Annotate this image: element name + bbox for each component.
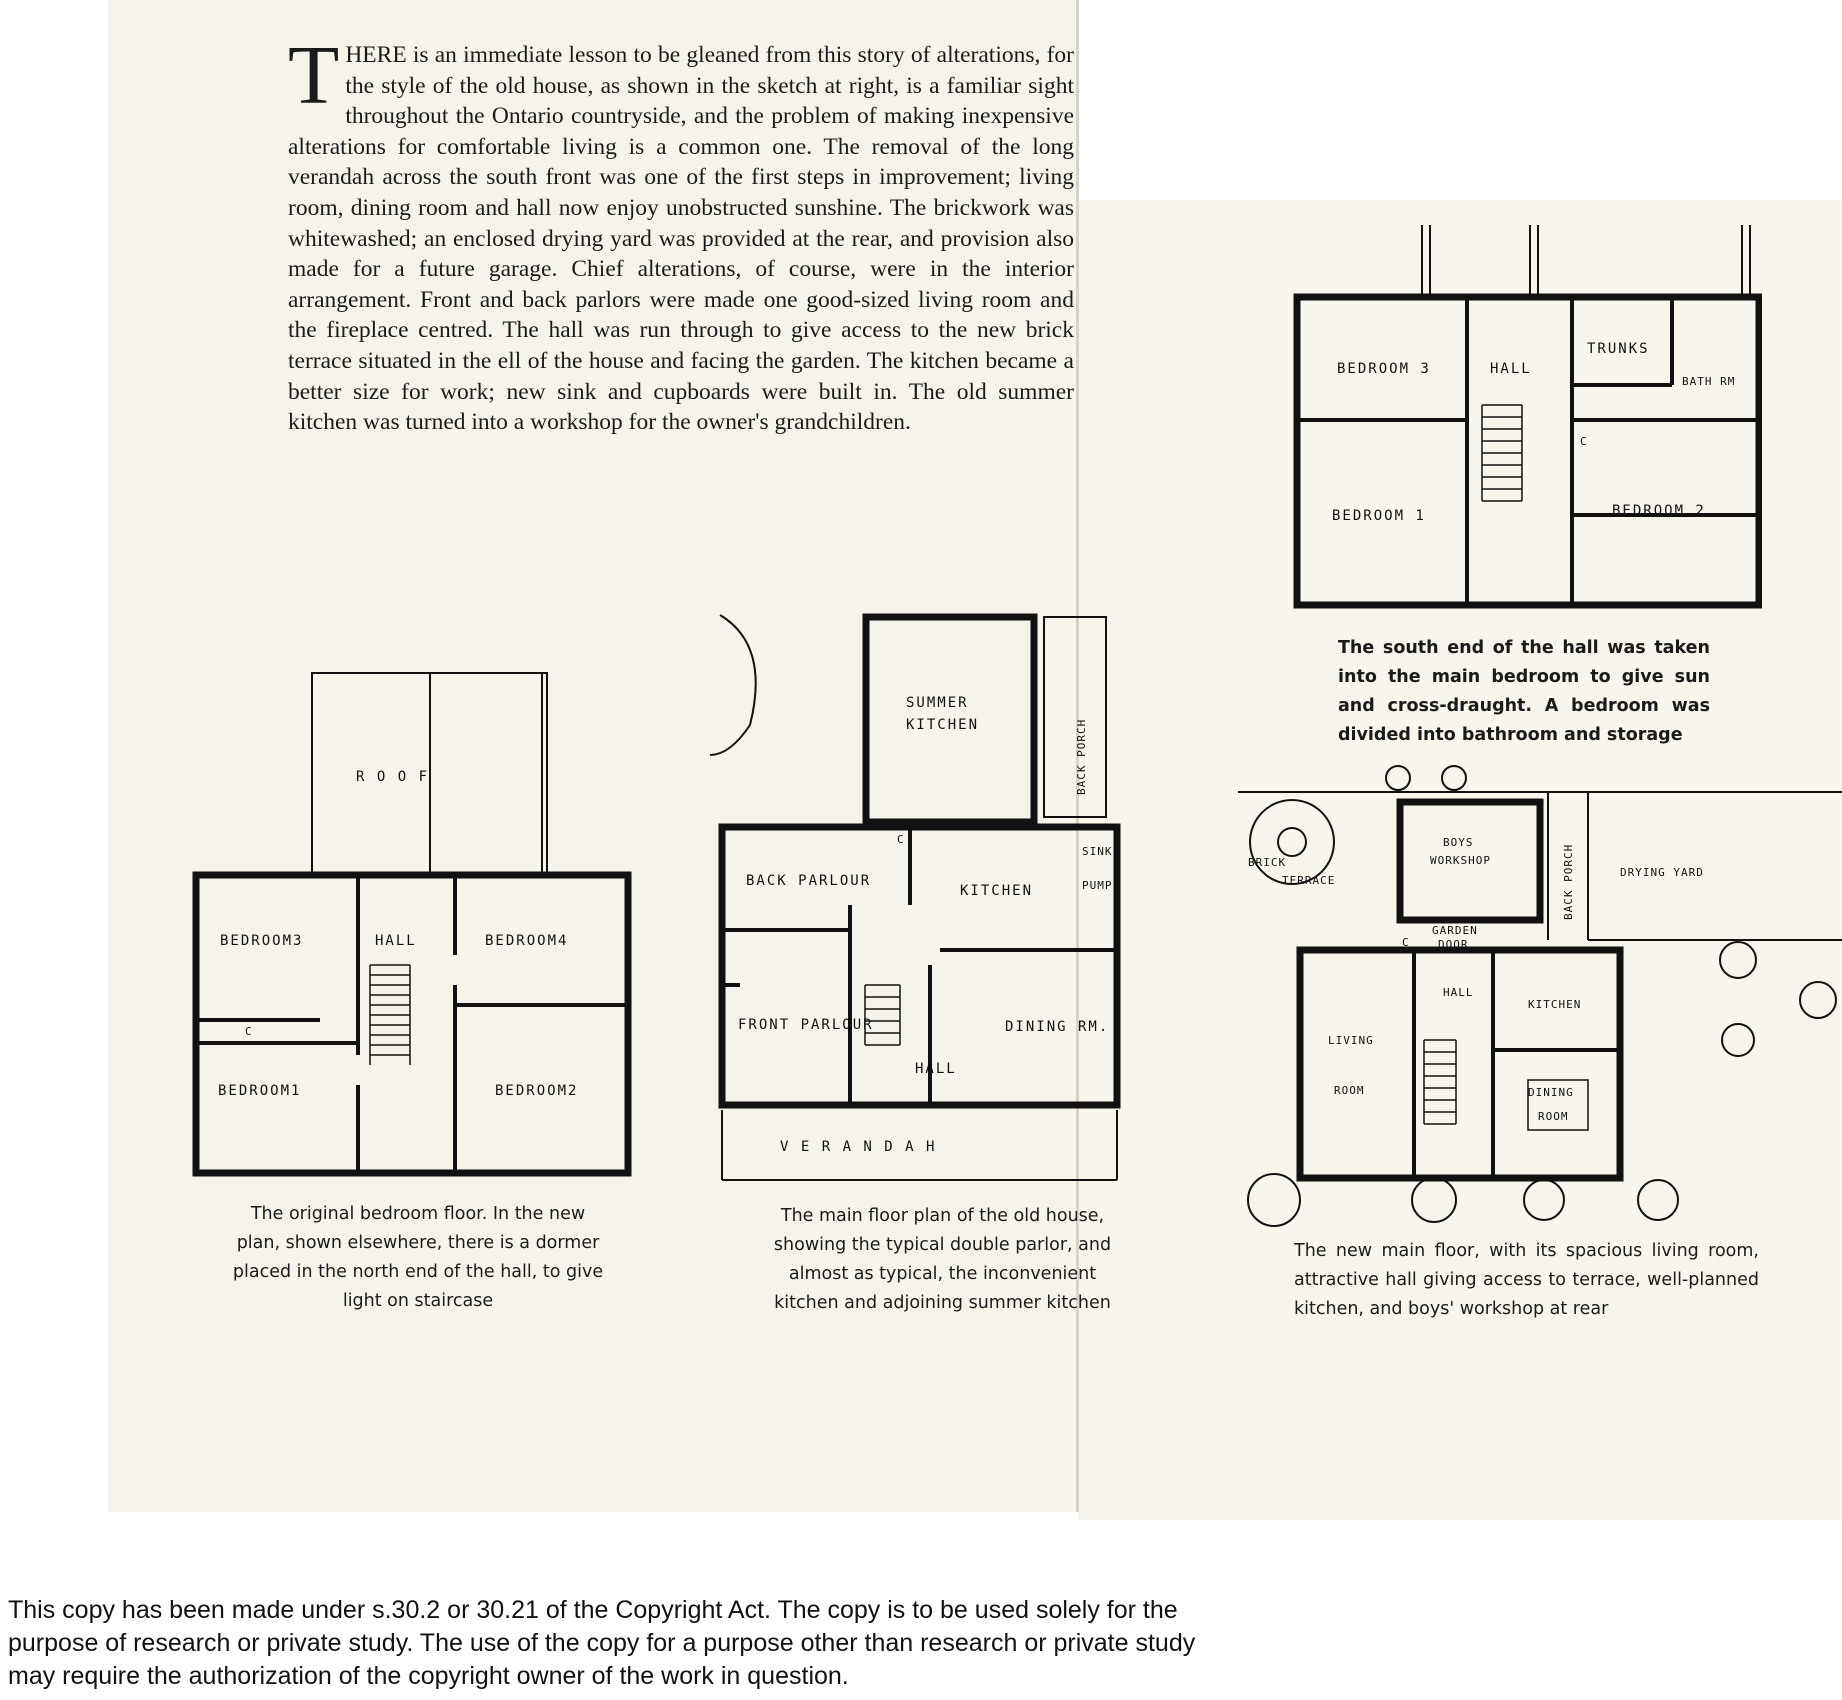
bedroom3-label: BEDROOM 3 bbox=[1337, 361, 1431, 377]
bedroom1-label: BEDROOM 1 bbox=[1332, 508, 1426, 524]
bedroom1-label: BEDROOM1 bbox=[218, 1083, 302, 1099]
bedroom2-label: BEDROOM2 bbox=[495, 1083, 579, 1099]
garden-label-1: GARDEN bbox=[1432, 924, 1478, 937]
front-parlour-label: FRONT PARLOUR bbox=[738, 1017, 874, 1033]
roof-label: R O O F bbox=[356, 769, 430, 785]
bedroom3-label: BEDROOM3 bbox=[220, 933, 304, 949]
plan-new-bedroom-floor bbox=[1282, 225, 1762, 625]
pump-label: PUMP bbox=[1082, 879, 1113, 892]
summer-label-1: SUMMER bbox=[906, 695, 969, 711]
plan-new-main-floor bbox=[1238, 760, 1842, 1240]
bedroom4-label: BEDROOM4 bbox=[485, 933, 569, 949]
boys-label-1: BOYS bbox=[1443, 836, 1474, 849]
dining-label: DINING RM. bbox=[1005, 1019, 1110, 1035]
summer-label-2: KITCHEN bbox=[906, 717, 980, 733]
dining-label-2: ROOM bbox=[1538, 1110, 1569, 1123]
bath-label: BATH RM bbox=[1682, 375, 1736, 388]
verandah-label: V E R A N D A H bbox=[780, 1139, 937, 1155]
back-parlour-label: BACK PARLOUR bbox=[746, 873, 872, 889]
boys-label-2: WORKSHOP bbox=[1430, 854, 1491, 867]
hall-label: HALL bbox=[1490, 361, 1532, 377]
closet-label: C bbox=[1402, 936, 1410, 949]
brick-label: BRICK bbox=[1248, 856, 1287, 869]
closet-label: C bbox=[245, 1025, 253, 1038]
garden-label-2: DOOR bbox=[1438, 938, 1469, 951]
intro-paragraph bbox=[288, 29, 1074, 438]
living-label-2: ROOM bbox=[1334, 1084, 1365, 1097]
caption-original-bedroom: The original bedroom floor. In the new plan, shown elsewhere, there is a dormer placed in the north end of the hall, to give light on staircase bbox=[232, 1204, 604, 1311]
plan-old-main-floor bbox=[710, 605, 1130, 1185]
drop-cap: T bbox=[288, 29, 340, 122]
drying-yard-label: DRYING YARD bbox=[1620, 866, 1704, 879]
hall-label: HALL bbox=[1443, 986, 1474, 999]
closet-label: C bbox=[1580, 435, 1588, 448]
living-label-1: LIVING bbox=[1328, 1034, 1374, 1047]
dining-label-1: DINING bbox=[1528, 1086, 1574, 1099]
hall-label: HALL bbox=[915, 1061, 957, 1077]
plan-original-bedroom-floor bbox=[190, 665, 640, 1185]
hall-label: HALL bbox=[375, 933, 417, 949]
closet-label: C bbox=[897, 833, 905, 846]
kitchen-label: KITCHEN bbox=[1528, 998, 1582, 1011]
bedroom2-label: BEDROOM 2 bbox=[1612, 503, 1706, 519]
caption-new-main: The new main floor, with its spacious living room, attractive hall giving access to terrace, well-planned kitchen, and boys' workshop at rear bbox=[1294, 1241, 1759, 1319]
terrace-label: TERRACE bbox=[1282, 874, 1336, 887]
copyright-notice: This copy has been made under s.30.2 or 30.21 of the Copyright Act. The copy is to be used solely for the purpose of research or private study. The use of the copy for a purpose other than research or private study may require the authorization of the copyright owner of the work in question. bbox=[8, 1596, 1196, 1690]
sink-label: SINK bbox=[1082, 845, 1113, 858]
kitchen-label: KITCHEN bbox=[960, 883, 1034, 899]
intro-text: HERE is an immediate lesson to be gleaned from this story of alterations, for the style of the old house, as shown in the sketch at right, is a familiar sight throughout the Ontario countryside, and the problem of making inexpensive alterations for comfortable living is a common one. The removal of the long verandah across the south front was one of the first steps in improvement; living room, dining room and hall now enjoy unobstructed sunshine. The brickwork was whitewashed; an enclosed drying yard was provided at the rear, and provision also made for a future garage. Chief alterations, of course, were in the interior arrangement. Front and back parlors were made one good-sized living room and the fireplace centred. The hall was run through to give access to the new brick terrace situated in the ell of the house and facing the garden. The kitchen became a better size for work; new sink and cupboards were built in. The old summer kitchen was turned into a workshop for the owner's grandchildren. bbox=[288, 42, 1074, 436]
back-porch-label: BACK PORCH bbox=[1562, 843, 1575, 920]
caption-old-main: The main floor plan of the old house, showing the typical double parlor, and almost as typical, the inconvenient kitchen and adjoining summer kitchen bbox=[773, 1206, 1112, 1313]
back-porch-label: BACK PORCH bbox=[1075, 718, 1088, 795]
caption-new-bedroom: The south end of the hall was taken into the main bedroom to give sun and cross-draught. A bedroom was divided into bathroom and storage bbox=[1338, 638, 1710, 745]
trunks-label: TRUNKS bbox=[1587, 341, 1650, 357]
